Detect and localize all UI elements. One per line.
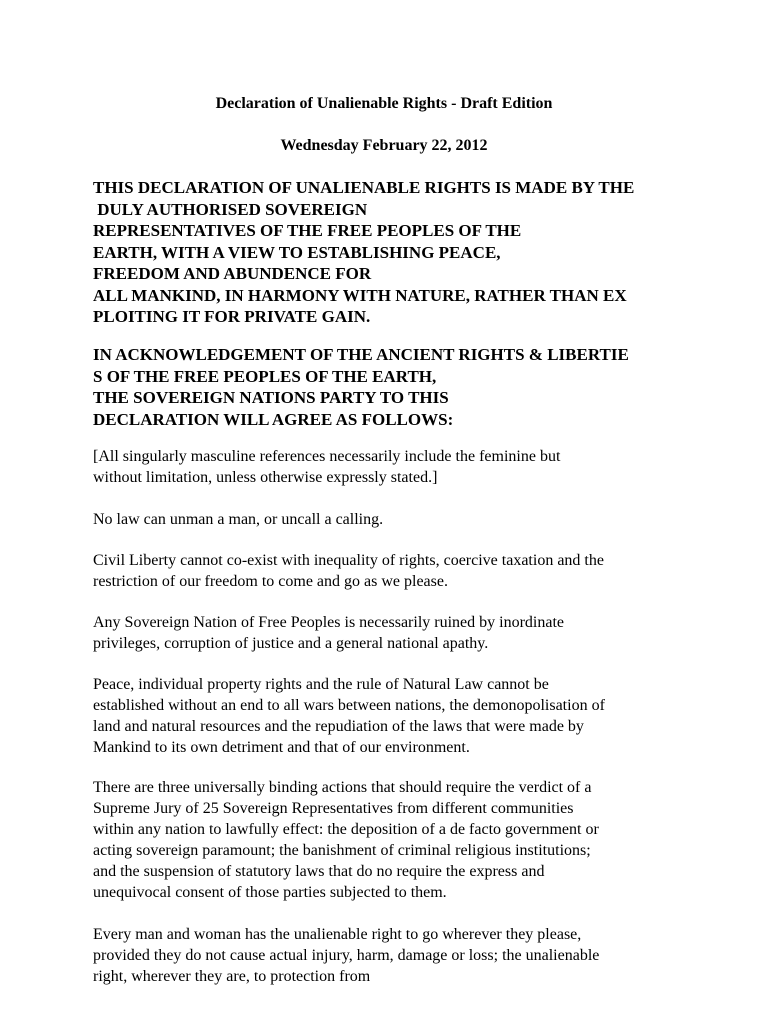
paragraph-line: without limitation, unless otherwise expressly stated.] [93, 469, 438, 486]
paragraph-line: Every man and woman has the unalienable right to go wherever they please, [93, 926, 582, 943]
paragraph-line: privileges, corruption of justice and a general national apathy. [93, 635, 489, 652]
paragraph-line: and the suspension of statutory laws that do no require the express and [93, 863, 545, 880]
paragraph-civil-liberty [93, 550, 733, 592]
paragraph-binding-actions [93, 777, 733, 903]
preamble-line: S OF THE FREE PEOPLES OF THE EARTH, [93, 366, 437, 386]
preamble-line: EARTH, WITH A VIEW TO ESTABLISHING PEACE, [93, 242, 501, 262]
document-date: Wednesday February 22, 2012 [280, 137, 488, 154]
paragraph-line: Any Sovereign Nation of Free Peoples is necessarily ruined by inordinate [93, 614, 564, 631]
preamble-line: THE SOVEREIGN NATIONS PARTY TO THIS [93, 388, 449, 407]
paragraph-unman [93, 509, 733, 530]
paragraph-line: within any nation to lawfully effect: the deposition of a de facto government or [93, 821, 599, 838]
paragraph-line: Mankind to its own detriment and that of our environment. [93, 739, 470, 756]
paragraph-line: restriction of our freedom to come and go as we please. [93, 573, 448, 590]
paragraph-line: acting sovereign paramount; the banishment of criminal religious institutions; [93, 842, 591, 859]
paragraph-line: provided they do not cause actual injury, harm, damage or loss; the unalienable [93, 947, 600, 964]
preamble-line: DECLARATION WILL AGREE AS FOLLOWS: [93, 409, 454, 429]
paragraph-freedom-of-movement [93, 924, 733, 987]
paragraph-line: Peace, individual property rights and the rule of Natural Law cannot be [93, 676, 549, 693]
preamble-line: REPRESENTATIVES OF THE FREE PEOPLES OF THE [93, 221, 522, 240]
paragraph-line: There are three universally binding actions that should require the verdict of a [93, 779, 592, 796]
paragraph-line: No law can unman a man, or uncall a calling. [93, 511, 384, 528]
paragraph-line: land and natural resources and the repudiation of the laws that were made by [93, 718, 584, 735]
preamble-line: FREEDOM AND ABUNDENCE FOR [93, 264, 372, 283]
paragraph-peace [93, 674, 733, 758]
preamble-line: THIS DECLARATION OF UNALIENABLE RIGHTS IS MADE BY THE [93, 178, 635, 197]
preamble-acknowledgement [93, 344, 733, 430]
preamble-line: PLOITING IT FOR PRIVATE GAIN. [93, 307, 371, 326]
paragraph-line: Supreme Jury of 25 Sovereign Representatives from different communities [93, 800, 574, 817]
paragraph-line: unequivocal consent of those parties subjected to them. [93, 884, 447, 901]
preamble-line: IN ACKNOWLEDGEMENT OF THE ANCIENT RIGHTS & LIBERTIE [93, 345, 629, 364]
paragraph-line: right, wherever they are, to protection from [93, 968, 371, 985]
paragraph-line: Civil Liberty cannot co-exist with inequality of rights, coercive taxation and the [93, 552, 604, 569]
paragraph-line: established without an end to all wars between nations, the demonopolisation of [93, 697, 605, 714]
paragraph-gender-note [93, 446, 733, 488]
paragraph-line: [All singularly masculine references necessarily include the feminine but [93, 448, 561, 465]
preamble-declaration [93, 177, 733, 328]
document-title: Declaration of Unalienable Rights - Draft Edition [215, 95, 553, 112]
paragraph-sovereign-nation [93, 612, 733, 654]
preamble-line: ALL MANKIND, IN HARMONY WITH NATURE, RATHER THAN EX [93, 285, 627, 305]
preamble-line: DULY AUTHORISED SOVEREIGN [93, 199, 368, 219]
